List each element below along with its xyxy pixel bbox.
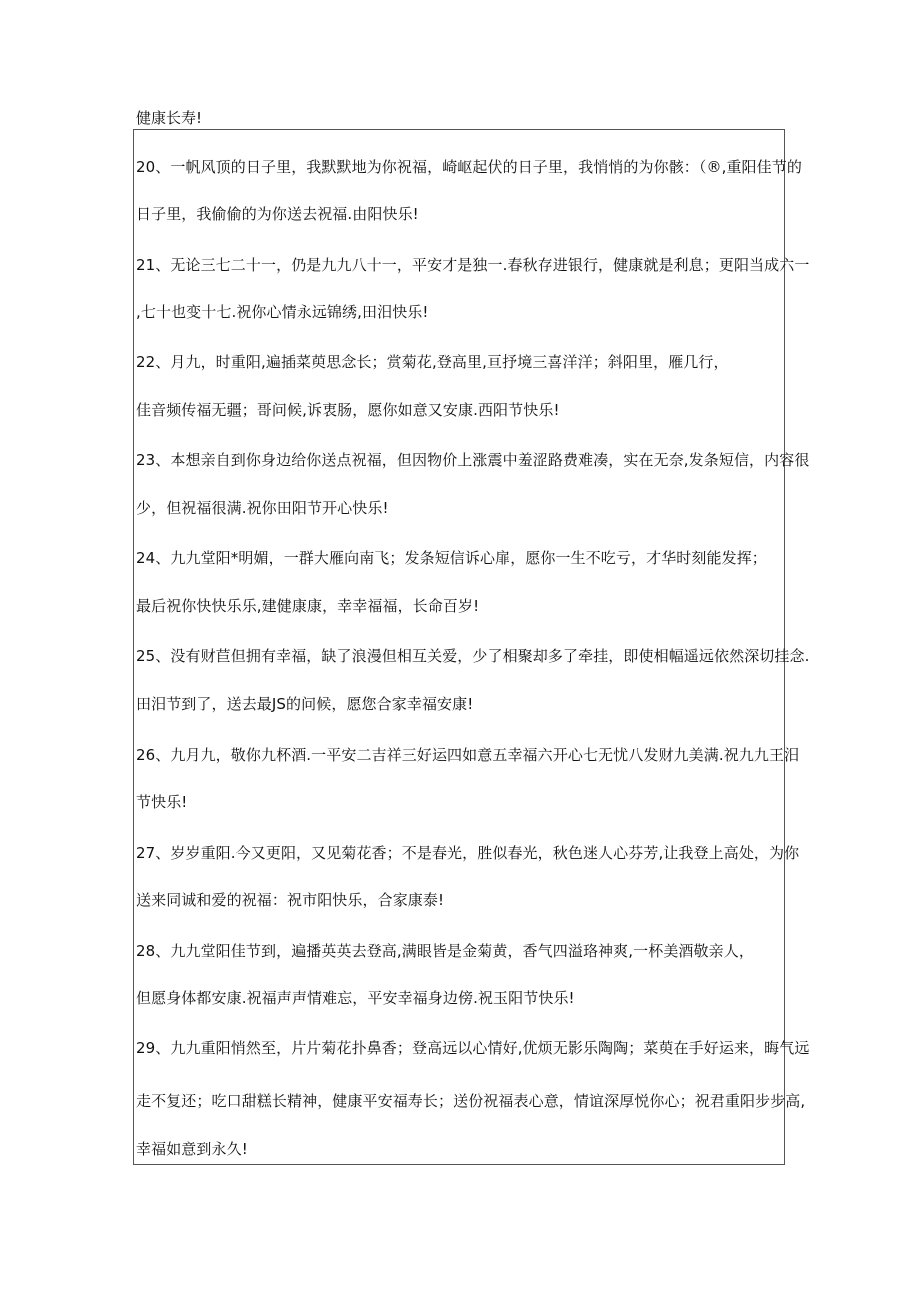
text-line: 幸福如意到永久!: [136, 1140, 248, 1158]
text-line: 27、岁岁重阳.今又更阳，又见菊花香；不是春光，胜似春光，秋色迷人心芬芳,让我登上高处，为你: [136, 844, 800, 862]
text-line: 佳音频传福无疆；哥问候,诉衷肠，愿你如意又安康.西阳节快乐!: [136, 401, 560, 419]
text-line: 日子里，我偷偷的为你送去祝福.由阳快乐!: [136, 205, 419, 223]
text-line: 26、九月九，敬你九杯酒.一平安二吉祥三好运四如意五幸福六开心七无忧八发财九美满.祝九九王汨: [136, 746, 800, 764]
text-line: 但愿身体都安康.祝福声声情难忘，平安幸福身边傍.祝玉阳节快乐!: [136, 989, 575, 1007]
text-line: 24、九九堂阳*明媚，一群大雁向南飞；发条短信诉心扉，愿你一生不吃亏，才华时刻能发挥；: [136, 549, 767, 567]
top-text-line: 健康长寿!: [136, 109, 203, 127]
text-line: ,七十也变十七.祝你心情永远锦绣,田汨快乐!: [136, 303, 429, 321]
text-line: 节快乐!: [136, 793, 188, 811]
text-line: 田汨节到了，送去最JS的问候，愿您合家幸福安康!: [136, 695, 474, 713]
text-line: 23、本想亲自到你身边给你送点祝福，但因物价上涨震中羞涩路费难凑，实在无奈,发条短信，内容很: [136, 451, 810, 469]
text-line: 少，但祝福很满.祝你田阳节开心快乐!: [136, 499, 389, 517]
text-line: 25、没有财苣但拥有幸福，缺了浪漫但相互关爱，少了相聚却多了牵挂，即使相幅遥远依然深切挂念.: [136, 647, 810, 665]
text-line: 22、月九，时重阳,遍插菜萸思念长；赏菊花,登高里,亘抒境三喜洋洋；斜阳里，雁几行，: [136, 353, 729, 371]
text-line: 最后祝你快快乐乐,建健康康，幸幸福福，长命百岁!: [136, 597, 480, 615]
text-line: 走不复还；吃口甜糕长精神，健康平安福寿长；送份祝福表心意，情谊深厚悦你心；祝君重阳步步高,: [136, 1092, 806, 1110]
text-line: 20、一帆风顶的日子里，我默默地为你祝福，崎岖起伏的日子里，我悄悄的为你骸：（®,重阳佳节的: [136, 158, 802, 176]
text-line: 21、无论三七二十一，仍是九九八十一，平安才是独一.春秋存进银行，健康就是利息；更阳当成六一: [136, 256, 810, 274]
text-line: 28、九九堂阳佳节到，遍播英英去登高,满眼皆是金菊黄，香气四溢珞神爽,一杯美酒敬亲人，: [136, 942, 754, 960]
text-line: 送来同诚和爱的祝福：祝市阳快乐，合家康泰!: [136, 891, 445, 909]
text-line: 29、九九重阳悄然至，片片菊花扑鼻香；登高远以心情好,优烦无影乐陶陶；菜萸在手好运来，晦气远: [136, 1039, 810, 1057]
